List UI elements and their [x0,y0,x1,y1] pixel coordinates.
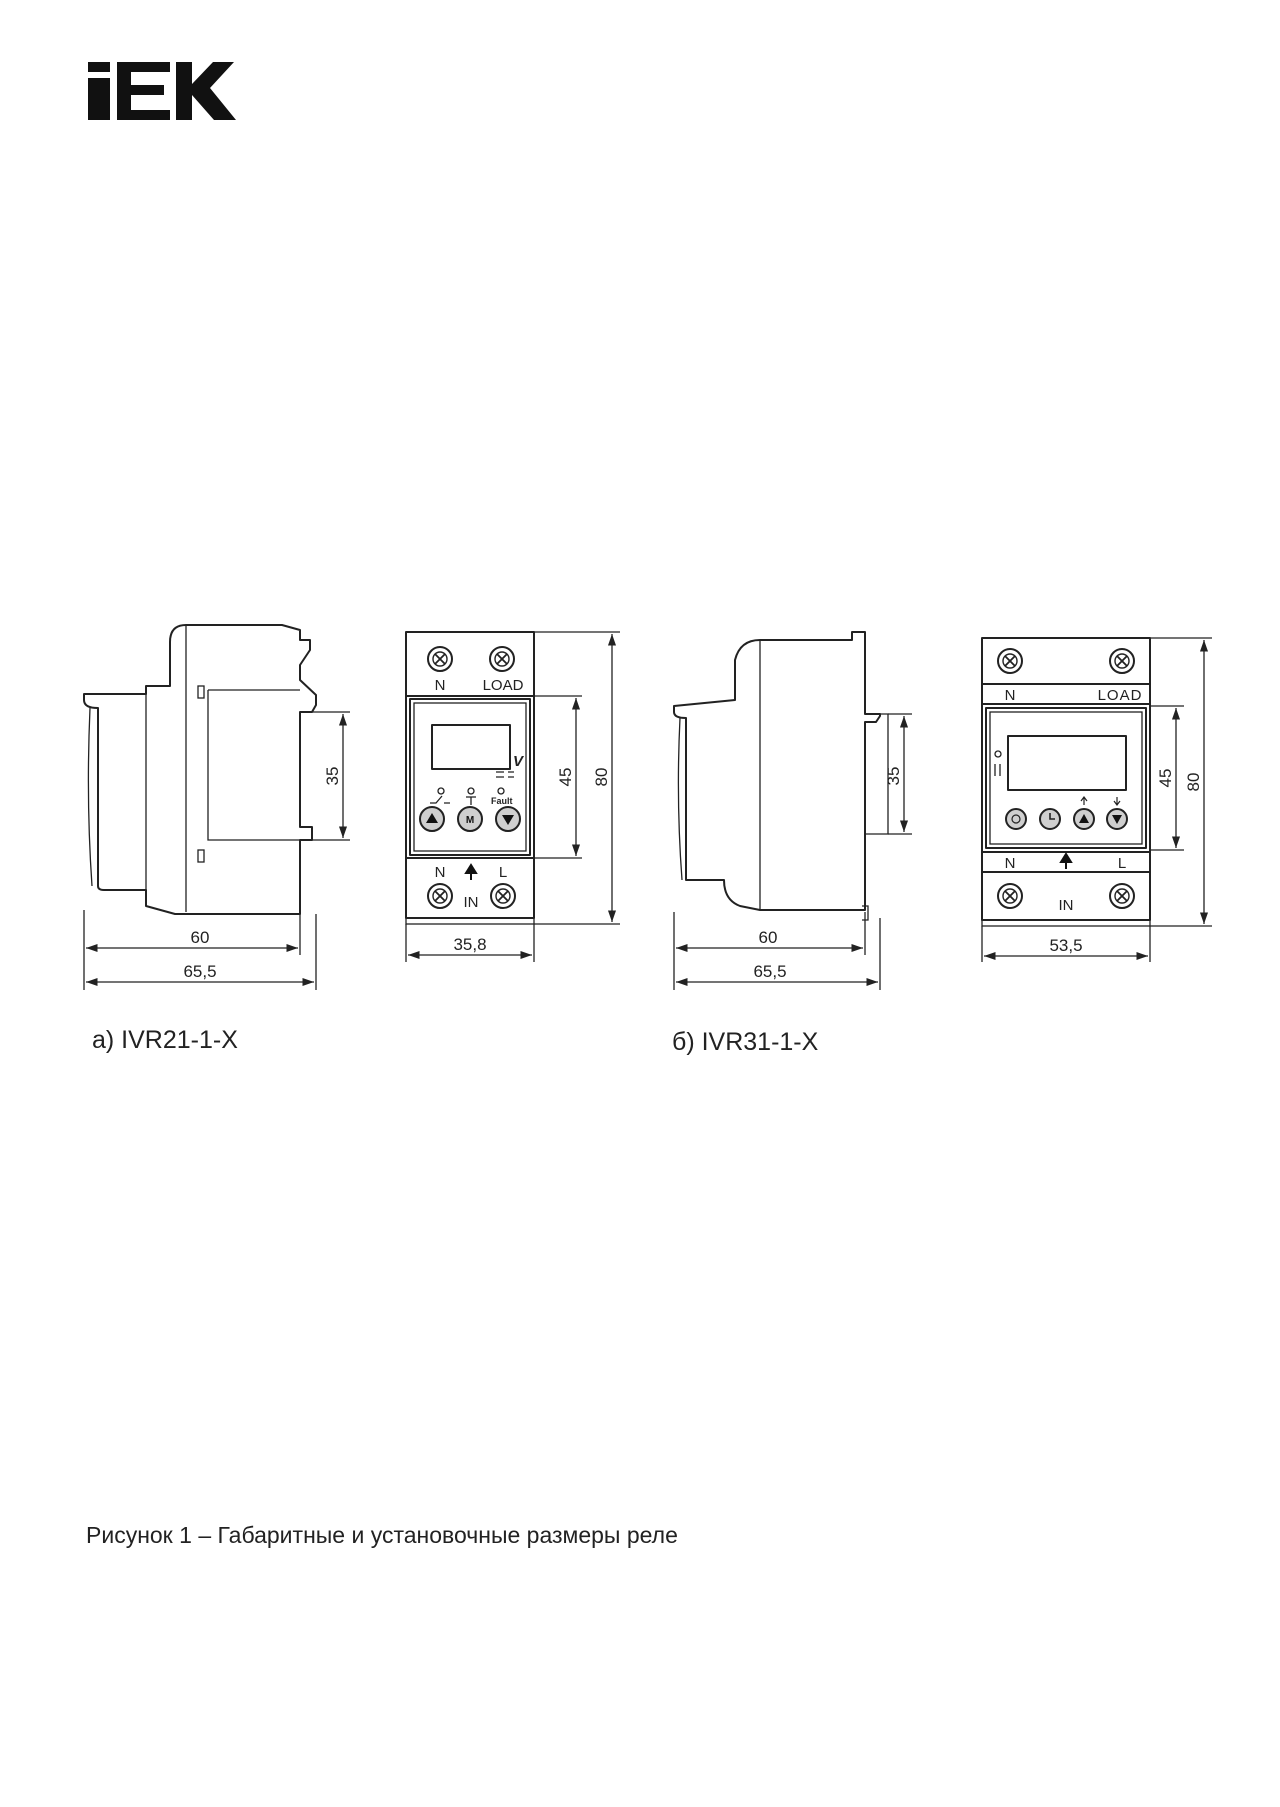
screw-terminal-n-bottom [428,884,452,908]
relay-symbol-icon [430,796,450,803]
screw-terminal-n-top [428,647,452,671]
mode-button[interactable] [458,807,482,831]
screw-terminal-n-top-b [998,649,1022,673]
arrow-up-icon [466,865,476,880]
dim-label-60: 60 [190,928,210,947]
up-button[interactable] [420,807,444,831]
clock-button[interactable] [1040,809,1060,829]
figure-caption: Рисунок 1 – Габаритные и установочные размеры реле [86,1522,678,1548]
terminal-label-l-bottom: L [498,864,508,881]
down-button[interactable] [496,807,520,831]
screw-terminal-load-b [1110,649,1134,673]
led-indicator-1 [438,788,444,794]
led-indicator-3 [498,788,504,794]
dim-label-35-8: 35,8 [453,935,487,954]
display-screen-b [1008,736,1126,790]
range-symbol-icon [496,772,514,777]
device-b-side-view [674,632,888,920]
iek-logo [88,62,236,120]
dim-label-80: 80 [592,767,611,787]
terminal-label-in: IN [463,894,479,911]
dim-label-45-b: 45 [1156,768,1175,788]
timer-symbol-icon [466,797,476,805]
terminal-label-n-top-b: N [1004,687,1016,704]
terminal-label-n-top: N [434,677,446,694]
terminal-label-in-b: IN [1058,897,1074,914]
caption-device-a: а) IVR21-1-X [92,1026,238,1054]
terminal-label-load: LOAD [482,677,524,694]
led-indicator-2 [468,788,474,794]
screw-terminal-l-bottom-b [1110,884,1134,908]
dim-label-60-b: 60 [758,928,778,947]
device-a-front-view [406,632,534,924]
screw-terminal-l-bottom [491,884,515,908]
fault-label: Fault [491,796,513,806]
caption-device-b: б) IVR31-1-X [672,1028,819,1056]
device-a-dim-35 [300,712,350,840]
mode-button-label: M [465,815,475,826]
dim-label-35: 35 [323,766,342,786]
device-a-dim-depth [84,910,316,990]
dim-label-65-5: 65,5 [183,962,217,981]
arrow-up-icon-b [1061,854,1071,869]
terminal-label-load-b: LOAD [1097,687,1143,704]
screw-terminal-n-bottom-b [998,884,1022,908]
down-button-b[interactable] [1107,797,1127,829]
dim-label-65-5-b: 65,5 [753,962,787,981]
arrow-small-up-icon [1081,797,1087,805]
device-b-front-view [982,638,1150,926]
display-unit-label: V [513,753,524,770]
arrow-small-down-icon [1114,797,1120,805]
display-screen [432,725,510,769]
range-symbol-icon-b [995,764,1000,776]
dim-label-80-b: 80 [1184,772,1203,792]
device-a-side-view [84,625,316,914]
ok-button[interactable] [1006,809,1026,829]
led-indicator-b [995,751,1001,757]
dim-label-45: 45 [556,767,575,787]
screw-terminal-load [490,647,514,671]
dim-label-53-5: 53,5 [1049,936,1083,955]
terminal-label-n-bottom-b: N [1004,855,1016,872]
terminal-label-l-bottom-b: L [1117,855,1127,872]
up-button-b[interactable] [1074,797,1094,829]
dim-label-35-b: 35 [884,766,903,786]
device-b-dim-depth [674,912,880,990]
terminal-label-n-bottom: N [434,864,446,881]
